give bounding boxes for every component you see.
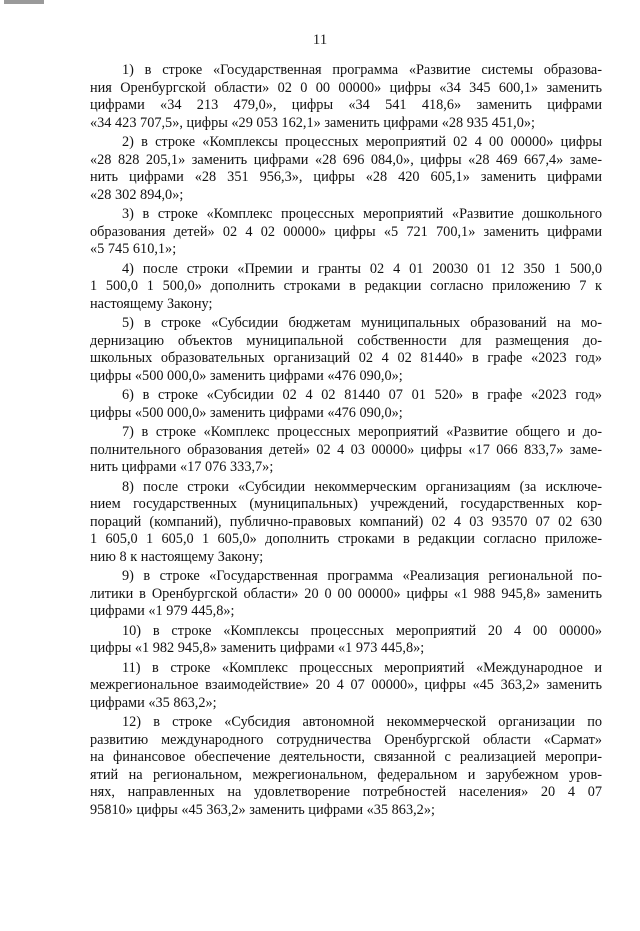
- amendment-item: [90, 62, 602, 132]
- text-line: образования детей» 02 4 02 00000» цифры «5 721 700,1» заменить цифрами: [90, 223, 602, 240]
- text-line: нию 8 к настоящему Закону;: [90, 548, 264, 565]
- text-line: цифрами «34 213 479,0», цифры «34 541 418,6» заменить цифрами: [90, 97, 602, 113]
- text-line: ятий на региональном, межрегиональном, федеральном и зарубежном уров-: [90, 766, 602, 783]
- text-line: на финансовое обеспечение деятельности, связанной с реализацией меропри-: [90, 749, 602, 765]
- text-line: пораций (компаний), публично-правовых компаний) 02 4 03 93570 07 02 630: [90, 513, 602, 530]
- text-line: цифры «1 982 945,8» заменить цифрами «1 973 445,8»;: [90, 640, 425, 656]
- text-line: 7) в строке «Комплекс процессных мероприятий «Развитие общего и до-: [122, 424, 602, 440]
- text-line: настоящему Закону;: [90, 295, 213, 312]
- amendment-item: [90, 261, 602, 314]
- text-line: цифрами «35 863,2»;: [90, 694, 217, 711]
- amendment-item: [90, 315, 602, 385]
- text-line: ния Оренбургской области» 02 0 00 00000» цифры «34 345 600,1» заменить: [90, 79, 602, 96]
- text-line: 95810» цифры «45 363,2» заменить цифрами «35 863,2»;: [90, 801, 435, 818]
- amendment-item: [90, 714, 602, 819]
- text-line: 10) в строке «Комплексы процессных мероприятий 20 4 00 00000»: [122, 622, 602, 639]
- text-line: 1 500,0 1 500,0» дополнить строками в редакции согласно приложению 7 к: [90, 278, 602, 294]
- text-line: нием государственных (муниципальных) учреждений, государственных кор-: [90, 496, 602, 512]
- text-line: дернизацию объектов муниципальной собственности для размещения до-: [90, 332, 602, 349]
- text-line: 1) в строке «Государственная программа «Развитие системы образова-: [122, 62, 602, 78]
- text-line: 9) в строке «Государственная программа «Реализация региональной по-: [122, 568, 602, 584]
- text-line: 11) в строке «Комплекс процессных мероприятий «Международное и: [122, 659, 602, 676]
- text-line: межрегиональное взаимодействие» 20 4 07 00000», цифры «45 363,2» заменить: [90, 677, 602, 693]
- amendment-item: [90, 424, 602, 477]
- text-line: 12) в строке «Субсидия автономной некоммерческой организации по: [122, 714, 602, 730]
- text-line: «28 828 205,1» заменить цифрами «28 696 084,0», цифры «28 469 667,4» заме-: [90, 151, 602, 168]
- text-line: школьных образовательных организаций 02 4 02 81440» в графе «2023 год»: [90, 350, 602, 366]
- text-line: 8) после строки «Субсидии некоммерческим организациям (за исключе-: [122, 478, 602, 495]
- text-line: «5 745 610,1»;: [90, 241, 177, 257]
- text-line: «28 302 894,0»;: [90, 186, 184, 203]
- text-line: 6) в строке «Субсидии 02 4 02 81440 07 01 520» в графе «2023 год»: [122, 387, 602, 403]
- amendment-item: [90, 134, 602, 204]
- amendment-item: [90, 206, 602, 259]
- text-line: нях, направленных на удовлетворение потребностей населения» 20 4 07: [90, 784, 602, 800]
- amendment-item: [90, 660, 602, 713]
- text-line: «34 423 707,5», цифры «29 053 162,1» заменить цифрами «28 935 451,0»;: [90, 114, 536, 131]
- text-line: 4) после строки «Премии и гранты 02 4 01 20030 01 12 350 1 500,0: [122, 260, 602, 277]
- amendment-item: [90, 387, 602, 422]
- text-line: цифры «500 000,0» заменить цифрами «476 090,0»;: [90, 367, 403, 384]
- text-line: развитию международного сотрудничества Оренбургской области «Сармат»: [90, 731, 602, 748]
- page-number: 11: [312, 32, 328, 48]
- text-line: 3) в строке «Комплекс процессных мероприятий «Развитие дошкольного: [122, 206, 602, 222]
- amendment-item: [90, 479, 602, 567]
- text-line: цифрами «1 979 445,8»;: [90, 603, 235, 619]
- amendment-item: [90, 623, 602, 658]
- text-line: полнительного образования детей» 02 4 03 00000» цифры «17 066 833,7» заме-: [90, 441, 602, 458]
- scan-corner-mark: [4, 0, 44, 4]
- text-line: нить цифрами «28 351 956,3», цифры «28 420 605,1» заменить цифрами: [90, 169, 602, 185]
- amendment-item: [90, 568, 602, 621]
- text-line: цифры «500 000,0» заменить цифрами «476 090,0»;: [90, 404, 403, 421]
- text-line: нить цифрами «17 076 333,7»;: [90, 459, 274, 475]
- text-line: литики в Оренбургской области» 20 0 00 00000» цифры «1 988 945,8» заменить: [90, 585, 602, 602]
- document-body: [90, 60, 602, 819]
- text-line: 2) в строке «Комплексы процессных мероприятий 02 4 00 00000» цифры: [122, 134, 602, 150]
- text-line: 1 605,0 1 605,0 1 605,0» дополнить строками в редакции согласно приложе-: [90, 531, 602, 547]
- text-line: 5) в строке «Субсидии бюджетам муниципальных образований на мо-: [122, 315, 602, 331]
